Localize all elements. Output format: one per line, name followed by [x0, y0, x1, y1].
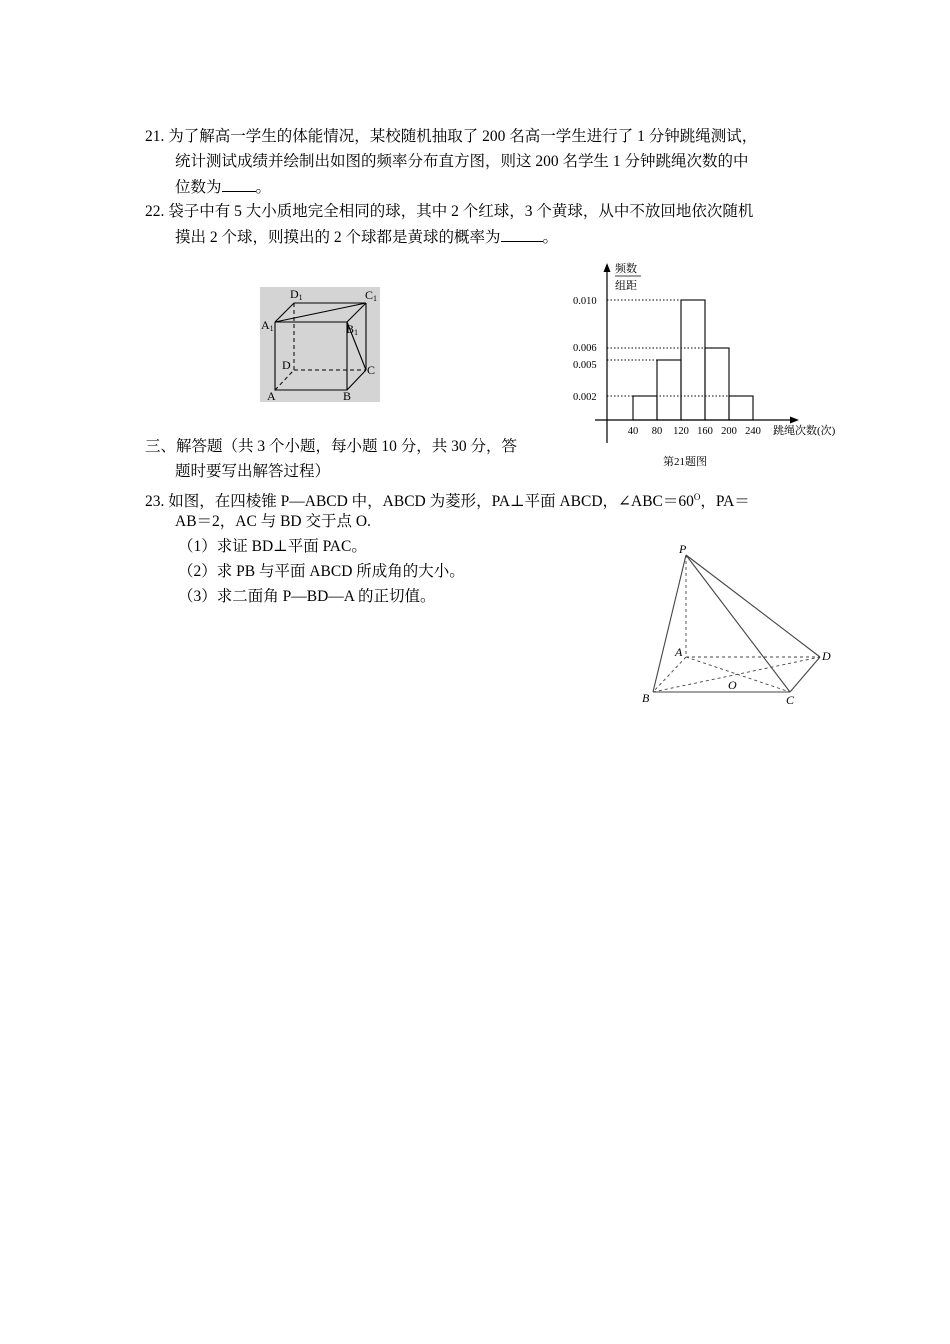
label-c: C — [786, 693, 795, 707]
label-b: B — [343, 389, 352, 403]
label-o: O — [728, 678, 737, 692]
section3-line-2: 题时要写出解答过程） — [175, 463, 331, 480]
q22-answer-blank — [501, 227, 543, 242]
q21-line-1: 21. 为了解高一学生的体能情况，某校随机抽取了 200 名高一学生进行了 1 分钟跳绳测试， — [145, 128, 758, 145]
y-axis-arrow — [604, 263, 611, 272]
q21-answer-blank — [222, 177, 256, 192]
label-b: B — [642, 691, 650, 705]
q23-part-3: （3）求二面角 P—BD—A 的正切值。 — [178, 588, 436, 605]
cube-figure — [258, 285, 382, 403]
hidden-edge-ab — [653, 657, 686, 692]
y-tick-label: 0.006 — [573, 343, 597, 354]
q23-line-1-text: 23. 如图，在四棱锥 P—ABCD 中，ABCD 为菱形，PA⊥平面 ABCD，∠ABC＝60 — [145, 493, 694, 511]
y-tick-label: 0.002 — [573, 392, 597, 403]
histogram-chart — [565, 258, 850, 470]
label-b1: B1 — [346, 322, 359, 337]
label-a: A — [267, 389, 276, 403]
q21-line-2: 统计测试成绩并绘制出如图的频率分布直方图，则这 200 名学生 1 分钟跳绳次数的中 — [175, 153, 749, 170]
x-axis-arrow — [790, 417, 799, 424]
label-a1: A1 — [261, 318, 274, 333]
q21-line-3 — [175, 177, 271, 198]
x-tick-label: 40 — [627, 426, 639, 437]
edge-pd — [686, 555, 820, 657]
x-label: 跳绳次数(次) — [773, 425, 836, 437]
y-label-bottom: 组距 — [615, 280, 637, 292]
chart-title: 第21题图 — [663, 456, 707, 468]
label-d: D — [822, 649, 831, 663]
q21-line-3-text: 位数为 — [175, 179, 222, 196]
q21-line-3-end: 。 — [255, 179, 272, 196]
x-tick-label: 240 — [745, 426, 761, 437]
x-tick-label: 120 — [673, 426, 689, 437]
label-d: D — [282, 358, 291, 372]
pyramid-figure — [635, 538, 840, 710]
q23-part-2: （2）求 PB 与平面 ABCD 所成角的大小。 — [178, 563, 465, 580]
degree-symbol: O — [693, 492, 701, 502]
histogram-bar — [657, 360, 681, 420]
x-tick-label: 200 — [721, 426, 737, 437]
q23-line-2: AB＝2，AC 与 BD 交于点 O. — [175, 513, 371, 530]
q23-line-1 — [145, 487, 750, 512]
histogram-bar — [633, 396, 657, 420]
q23-line-1-end: ，PA＝ — [700, 493, 750, 511]
q22-line-2-end: 。 — [542, 229, 559, 246]
label-c1: C1 — [365, 288, 378, 303]
histogram-bar — [729, 396, 753, 420]
y-tick-label: 0.005 — [573, 360, 597, 371]
q23-part-1: （1）求证 BD⊥平面 PAC。 — [178, 538, 367, 555]
section3-line-1: 三、解答题（共 3 个小题，每小题 10 分，共 30 分，答 — [145, 438, 518, 455]
q22-line-1: 22. 袋子中有 5 大小质地完全相同的球，其中 2 个红球，3 个黄球，从中不放回地依次随机 — [145, 203, 754, 220]
label-a: A — [675, 645, 683, 659]
histogram-bar — [681, 300, 705, 420]
q22-line-2 — [175, 227, 558, 248]
q22-line-2-text: 摸出 2 个球，则摸出的 2 个球都是黄球的概率为 — [175, 229, 501, 246]
edge-pb — [653, 555, 686, 692]
label-d1: D1 — [290, 287, 303, 302]
y-label-top: 频数 — [615, 263, 637, 275]
edge-pc — [686, 555, 790, 692]
y-tick-label: 0.010 — [573, 296, 597, 307]
x-tick-label: 160 — [697, 426, 713, 437]
label-p: P — [679, 542, 687, 556]
x-tick-label: 80 — [651, 426, 663, 437]
label-c: C — [367, 363, 376, 377]
histogram-bar — [705, 348, 729, 420]
